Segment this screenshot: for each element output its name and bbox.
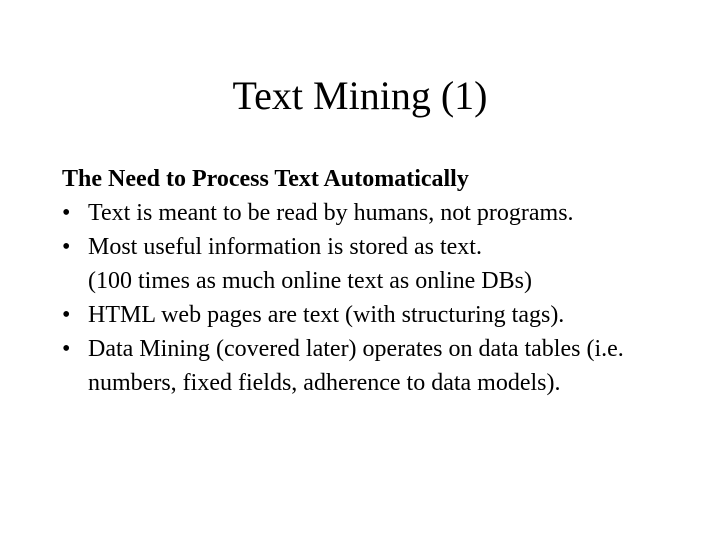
- bullet-continuation: (100 times as much online text as online DBs): [88, 268, 532, 294]
- bullet-item: [62, 332, 682, 400]
- bullet-marker: •: [62, 336, 71, 362]
- slide-content: [62, 162, 682, 400]
- bullet-text: HTML web pages are text (with structuring tags).: [88, 302, 565, 328]
- bullet-text: Data Mining (covered later) operates on data tables (i.e. numbers, fixed fields, adherence to data models).: [88, 336, 624, 396]
- bullet-text: Most useful information is stored as text.: [88, 234, 482, 260]
- bullet-item: [62, 196, 682, 230]
- bullet-item: [62, 230, 682, 298]
- section-heading: The Need to Process Text Automatically: [62, 166, 469, 192]
- bullet-item: [62, 298, 682, 332]
- bullet-list: [62, 196, 682, 400]
- bullet-marker: •: [62, 234, 71, 260]
- bullet-text: Text is meant to be read by humans, not programs.: [88, 200, 574, 226]
- bullet-marker: •: [62, 200, 71, 226]
- slide-title: Text Mining (1): [232, 73, 488, 118]
- bullet-marker: •: [62, 302, 71, 328]
